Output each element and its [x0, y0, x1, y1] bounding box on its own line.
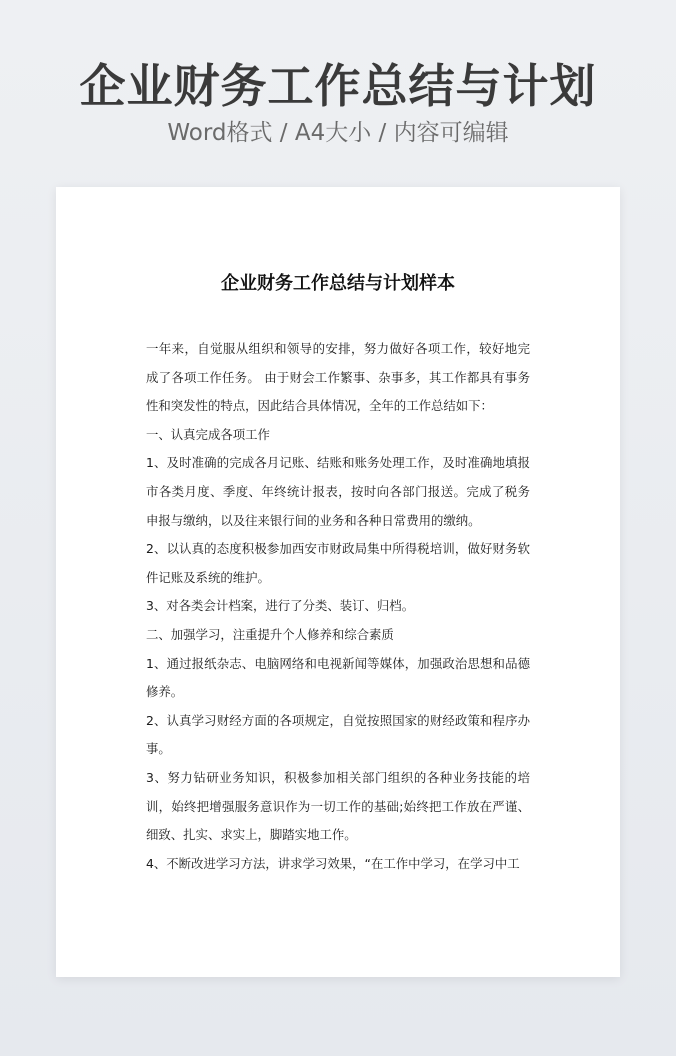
paragraph-1-2: 2、以认真的态度积极参加西安市财政局集中所得税培训，做好财务软件记账及系统的维护。	[146, 541, 530, 585]
document-page	[56, 187, 620, 977]
paragraph-2-4: 4、不断改进学习方法，讲求学习效果，“在工作中学习，在学习中工	[146, 855, 520, 871]
banner	[0, 58, 676, 148]
heading-section-2: 二、加强学习，注重提升个人修养和综合素质	[146, 626, 394, 642]
document-body	[146, 335, 530, 878]
paragraph-2-3: 3、努力钻研业务知识，积极参加相关部门组织的各种业务技能的培训，始终把增强服务意识作为一切工作的基础;始终把工作放在严谨、细致、扎实、求实上，脚踏实地工作。	[146, 769, 530, 843]
heading-section-1: 一、认真完成各项工作	[146, 426, 270, 442]
paragraph-intro: 一年来，自觉服从组织和领导的安排，努力做好各项工作，较好地完成了各项工作任务。 由于财会工作繁事、杂事多，其工作都具有事务性和突发性的特点，因此结合具体情况，全年的工作总结如下：	[146, 341, 530, 414]
paragraph-1-3: 3、对各类会计档案，进行了分类、装订、归档。	[146, 598, 415, 614]
document-title: 企业财务工作总结与计划样本	[221, 273, 455, 294]
banner-title: 企业财务工作总结与计划	[79, 59, 597, 113]
paragraph-2-2: 2、认真学习财经方面的各项规定，自觉按照国家的财经政策和程序办事。	[146, 712, 530, 757]
paragraph-2-1: 1、通过报纸杂志、电脑网络和电视新闻等媒体，加强政治思想和品德修养。	[146, 655, 530, 700]
banner-subtitle: Word格式 / A4大小 / 内容可编辑	[167, 120, 509, 146]
paragraph-1-1: 1、及时准确的完成各月记账、结账和账务处理工作，及时准确地填报市各类月度、季度、年终统计报表，按时向各部门报送。完成了税务申报与缴纳，以及往来银行间的业务和各种日常费用的缴纳。	[146, 455, 530, 528]
